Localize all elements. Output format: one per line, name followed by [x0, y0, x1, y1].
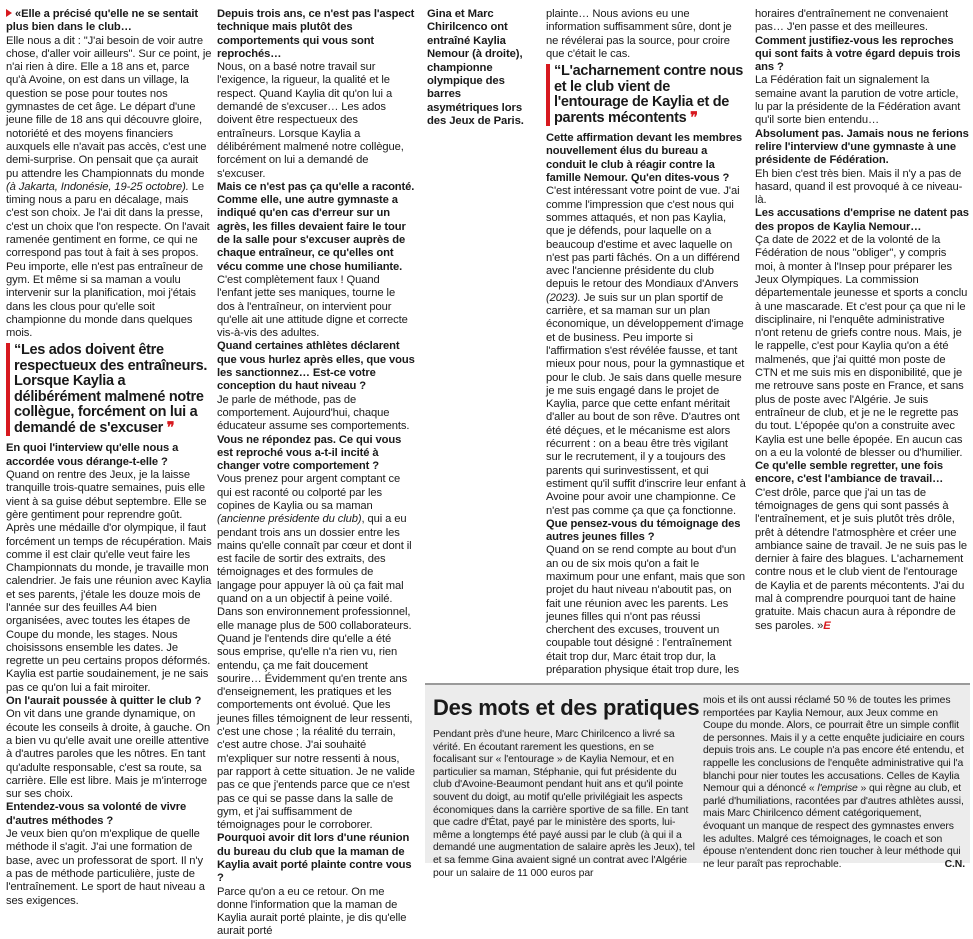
answer: plainte… Nous avions eu une information suffisamment sûre, dont je ne révélerai pas la source, pour croire que c'était le cas. [546, 8, 732, 60]
question: Comment justifiez-vous les reproches qui sont faits à votre égard depuis trois ans ? [755, 34, 961, 74]
answer: Ça date de 2022 et de la volonté de la Fédération de nous "obliger", y compris moi, à monter à l'Insep pour préparer les Jeux Olympiques. La commission départementale jeunesse et sports a conclu à une mascarade. Et c'est pour ça que ni le disciplinaire, ni l'enquête administrative n'ont retenu de griefs contre nous. Mais, je le rappelle, c'est pour Kaylia qu'on a été malmenés, que j'ai quitté mon poste de CTN et me suis mis en disponibilité, que je me retrouve sans poste en France, et sans plus de poste avec l'Algérie. Je suis entraîneur de club, et je ne le regrette pas du tout. L'épopée qu'on a construite avec Kaylia est une belle épopée. En aucun cas on a eu la volonté de blesser ou d'humilier. [755, 234, 968, 459]
question: Entendez-vous sa volonté de vivre d'autres méthodes ? [6, 801, 187, 827]
answer: Quand on rentre des Jeux, je la laisse tranquille trois-quatre semaines, puis elle vient à sa guise début septembre. Elle se gère gentiment pour reprendre goût. Après une médaille d'or olympique, il faut forcément un temps de récupération. Mais comme il est clair qu'elle veut faire les Championnats du monde, je travaille mon calendrier. Je fais une réunion avec Kaylia et ses parents, j'étale les douze mois de l'année sur des feuilles A4 bien organisées, avec toutes les étapes de Coupe du monde, les stages. Nous choisissons ensemble les dates. Je regrette un peu certains propos déformés. Kaylia est partie soudainement, je ne sais pas ce qu'on lui a fait miroiter. [6, 469, 212, 694]
question: Absolument pas. Jamais nous ne ferions relire l'interview d'une gymnaste à une présidente de Fédération. [755, 127, 969, 167]
col1-lead: «Elle a précisé qu'elle ne se sentait plus bien dans le club… [6, 8, 199, 34]
answer: C'est intéressant votre point de vue. J'ai comme l'impression que c'est nous qui sommes attaqués, et non pas Kaylia, que je défends, pour laquelle on a beaucoup d'estime et avec laquelle on n'est pas parti fâchés. On a un différend avec l'ancienne présidente du club depuis le retour des Mondiaux d'Anvers (2023). Je suis sur un plan sportif de carrière, et sa maman sur un plan économique, un développement d'image et de business. Peu importe si l'affirmation s'est révélée fausse, et tant mieux pour nous, pour la gymnastique et pour le club. Je sais dans quelle mesure je me suis engagé dans le projet de Kaylia, parce que cette enfant méritait d'aller au bout de son rêve. D'autres ont été déçues, et le mécanisme est alors récurrent : on a beau être très vigilant sur le recrutement, il y a toujours des parents qui surinvestissent, et qui estiment qu'il suffit d'inscrire leur enfant à Avoine pour avoir une championne. Ce n'est pas comme ça que ça fonctionne. [546, 185, 746, 517]
sidebar-text-right: mois et ils ont aussi réclamé 50 % de toutes les primes remportées par Kaylia Nemour, aux Jeux comme en Coupe du monde. Alors, ce pourrait être un simple conflit de personnes. Mais il y a cette enquête judiciaire en cours depuis trois ans. Le couple n'a pas encore été entendu, et rappelle les conclusions de l'enquête administrative qui l'a blanchi pour nier toutes les accusations. Celles de Kaylia Nemour qui a dénoncé « l'emprise » qui règne au club, et parlé d'humiliations, racontées par d'autres athlètes aussi, mais Marc Chirilcenco dément catégoriquement, évoquant un manque de respect des gymnastes envers les adultes. Malgré ces témoignages, le coach et son épouse n'entendent donc rien toucher à leur méthode qui ne leur paraît pas reprochable. C.N. [703, 695, 965, 870]
answer: On vit dans une grande dynamique, on écoute les conseils à droite, à gauche. On a bien vu qu'elle avait une oreille attentive à d'autres paroles que les nôtres. En tant qu'adulte responsable, c'est sa route, sa carrière. Elle est libre. Mais je m'interroge sur ses choix. [6, 708, 211, 801]
question: Depuis trois ans, ce n'est pas l'aspect technique mais plutôt des comportements qui vous sont reprochés… [217, 8, 415, 60]
pull-quote: “L'acharnement contre nous et le club vient de l'entourage de Kaylia et de parents mécontents ❞ [546, 64, 746, 126]
question: Pourquoi avoir dit lors d'une réunion du bureau du club que la maman de Kaylia avait porté plainte contre vous ? [217, 832, 412, 885]
question: Les accusations d'emprise ne datent pas des propos de Kaylia Nemour… [755, 207, 969, 233]
bullet-triangle-icon [6, 9, 12, 17]
answer: Eh bien c'est très bien. Mais il n'y a pas de hasard, quand il est provoqué à ce niveau-là. [755, 167, 963, 207]
article-column-2 [217, 8, 415, 938]
article-column-1 [6, 8, 212, 907]
answer: horaires d'entraînement ne convenaient pas… J'en passe et des meilleures. [755, 8, 949, 34]
col1-paragraph: Elle nous a dit : "J'ai besoin de voir autre chose, d'aller voir ailleurs". Sur ce point, je n'ai rien à dire. Elle a 18 ans et, parce qu'à Avoine, on est dans un village, la question se pose pour toutes nos gymnastes de cet âge. Le départ d'une jeune fille de 18 ans qui découvre gloire, notoriété et des moyens financiers auxquels elle n'avait pas accès, c'est une demi-surprise. On pensait que ça aurait pu attendre les Championnats du monde (à Jakarta, Indonésie, 19-25 octobre). Le timing nous a paru en décalage, mais c'est son choix. Je l'ai dit dans la presse, c'est un choix que l'on respecte. On l'avait ramenée gentiment en forme, ce qui ne correspond pas tout à fait à ses propos. Peu importe, elle n'est pas entraîneur de gym. Et même si sa maman a voulu intervenir sur la planification, moi j'étais dans les clous pour qu'elle soit championne du monde dans quelques mois. [6, 34, 212, 340]
answer: C'est drôle, parce que j'ai un tas de témoignages de gens qui sont passés à l'entraînement, et je suis plutôt très drôle, prêt à détendre l'atmosphère et créer une ambiance saine de travail. Je ne suis pas le dernier à faire des blagues. L'acharnement contre nous et le club vient de l'entourage de Kaylia et de parents mécontents. J'ai du mal à comprendre pourquoi tant de haine gratuite. Mais chacun aura à répondre de ses paroles. »E [755, 486, 968, 632]
answer: Nous, on a basé notre travail sur l'exigence, la rigueur, la qualité et le respect. Quand Kaylia dit qu'on lui a demandé de s'excuser… Les ados doivent être respectueux des entraîneurs. Lorsque Kaylia a délibérément malmené notre collègue, forcément on lui a demandé de s'excuser. [217, 61, 404, 180]
sidebar-text-left: Pendant près d'une heure, Marc Chirilcenco a livré sa vérité. En écoutant rarement les questions, en se focalisant sur « l'entourage » de Kaylia Nemour, et en particulier sa maman, Stéphanie, qui fut présidente du club d'Avoine-Beaumont pendant huit ans et qu'il pointe souvent du doigt, au motif qu'elle privilégiait les aspects économiques dans la carrière sportive de sa fille. En tant que cadre d'État, payé par le ministère des sports, lui-même a longtemps été payé aussi par le club (à qui il a demandé une augmentation de salaire après les Jeux), tel et sa femme Gina avaient signé un contrat avec l'Algérie pour un salaire de 11 000 euros par [433, 729, 695, 879]
question: Cette affirmation devant les membres nouvellement élus du bureau a conduit le club à réagir contre la famille Nemour. Qu'en dites-vous ? [546, 132, 742, 185]
article-column-5 [755, 8, 969, 678]
quote-mark-icon: ❞ [166, 419, 175, 436]
answer: Vous prenez pour argent comptant ce qui est raconté ou colporté par les copines de Kaylia ou sa maman (ancienne présidente du club), qui a eu pendant trois ans un dossier entre les mains qu'elle connaît par cœur et dont il est facile de sortir des extraits, des témoignages et des formules de langage pour appuyer là où ça fait mal quand on a un objectif à peine voilé. Dans son environnement professionnel, elle manage plus de 500 collaborateurs. Quand je l'entends dire qu'elle a été sous emprise, qu'elle n'a rien vu, rien entendu, ça me fait doucement sourire… Évidemment qu'en trente ans d'enseignement, les pratiques et les comportements ont évolué. Que les jeunes filles témoignent de leur ressenti, c'est une chose ; la réalité du terrain, c'est autre chose. J'ai souhaité m'expliquer sur notre ressenti à nous, par rapport à cette situation. Je ne valide pas ce que j'entends parce que ce n'est pas ce qui se passe dans la salle de gym, et j'ai suffisamment de témoignages pour le corroborer. [217, 473, 415, 832]
question: Vous ne répondez pas. Ce qui vous est reproché vous a-t-il incité à changer votre comportement ? [217, 433, 402, 473]
question: En quoi l'interview qu'elle nous a accordée vous dérange-t-elle ? [6, 442, 179, 468]
answer: Je veux bien qu'on m'explique de quelle méthode il s'agit. J'ai une formation de base, avec un professorat de sport. Il n'y a pas de méthode particulière, juste de l'entraînement. Le sport de haut niveau a ses exigences. [6, 828, 205, 907]
author-signature: C.N. [944, 858, 965, 870]
pull-quote: “Les ados doivent être respectueux des entraîneurs. Lorsque Kaylia a délibérément malmené notre collègue, forcément on lui a demandé de s'excuser ❞ [6, 343, 212, 436]
question: On l'aurait poussée à quitter le club ? [6, 695, 202, 708]
question: Que pensez-vous du témoignage des autres jeunes filles ? [546, 517, 741, 544]
answer: Parce qu'on a eu ce retour. On me donne l'information que la maman de Kaylia aurait porté plainte, je dis qu'elle aurait porté [217, 885, 407, 938]
answer: Quand on se rend compte au bout d'un an ou de six mois qu'on a fait le maximum pour une enfant, mais que son projet du haut niveau n'aboutit pas, on fait une réunion avec les parents. Les jeunes filles qui n'ont pas réussi cherchent des excuses, trouvent un coupable tout désigné : l'entraînement était trop dur, Marc était trop dur, la préparation physique était trop dure, les [546, 544, 746, 677]
end-mark-icon: E [823, 619, 831, 632]
question: Mais ce n'est pas ça qu'elle a raconté. Comme elle, une autre gymnaste a indiqué qu'en cas d'erreur sur un agrès, les filles devaient faire le tour de la salle pour s'excuser auprès de chaque entraîneur, ce qu'elles ont vécu comme une chose humiliante. [217, 180, 415, 273]
sidebar-box [425, 683, 970, 879]
answer: C'est complètement faux ! Quand l'enfant jette ses maniques, tourne le dos à l'entraîneur, on intervient pour qu'elle ait une attitude digne et correcte vis-à-vis des adultes. [217, 273, 408, 340]
answer: La Fédération fait un signalement la semaine avant la parution de votre article, lu par la présidente de la Fédération avant qu'il sorte bien entendu… [755, 74, 961, 127]
quote-mark-icon: ❞ [690, 109, 698, 126]
answer: Je parle de méthode, pas de comportement. Aujourd'hui, chaque éducateur assume ses comportements. [217, 393, 410, 433]
photo-caption: Gina et Marc Chirilcenco ont entraîné Kaylia Nemour (à droite), championne olympique des barres asymétriques lors des Jeux de Paris. [427, 8, 524, 128]
sidebar-title: Des mots et des pratiques [433, 695, 700, 720]
question: Ce qu'elle semble regretter, une fois encore, c'est l'ambiance de travail… [755, 460, 944, 486]
question: Quand certaines athlètes déclarent que vous hurlez après elles, que vous les sanctionnez… Est-ce votre conception du haut niveau ? [217, 340, 415, 393]
article-column-4 [546, 8, 746, 678]
